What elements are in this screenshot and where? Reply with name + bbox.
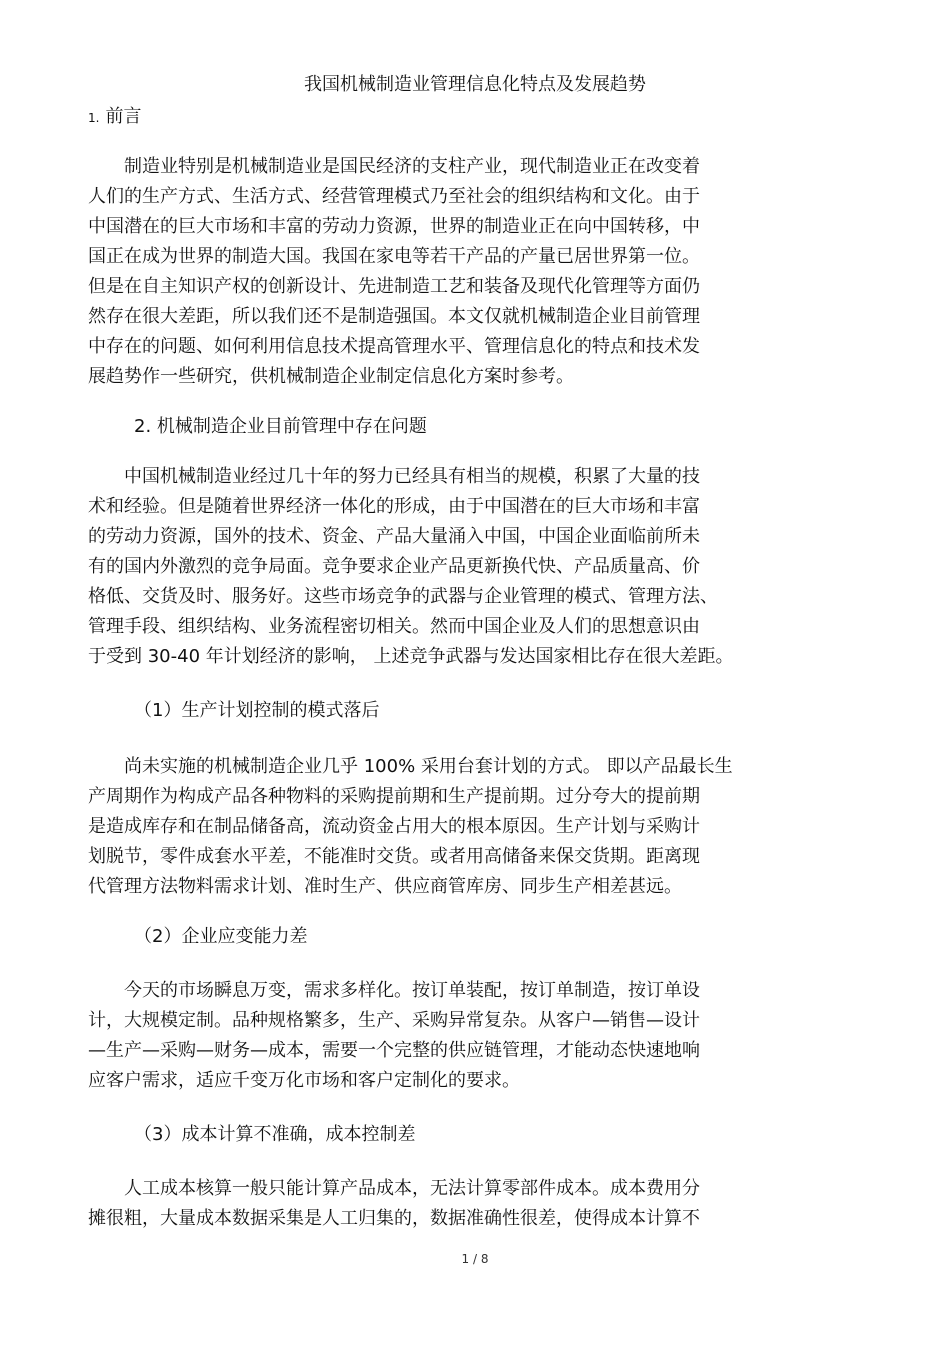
text-line: 但是在自主知识产权的创新设计、先进制造工艺和装备及现代化管理等方面仍 xyxy=(88,276,700,297)
text-line: 划脱节，零件成套水平差，不能准时交货。或者用高储备来保交货期。距离现 xyxy=(88,846,700,867)
section-heading-preface xyxy=(88,104,141,131)
text-line: 展趋势作一些研究，供机械制造企业制定信息化方案时参考。 xyxy=(88,366,574,387)
text-line: 人们的生产方式、生活方式、经营管理模式乃至社会的组织结构和文化。由于 xyxy=(88,186,700,207)
text-line: 中存在的问题、如何利用信息技术提高管理水平、管理信息化的特点和技术发 xyxy=(88,336,700,357)
text-line: 是造成库存和在制品储备高，流动资金占用大的根本原因。生产计划与采购计 xyxy=(88,816,700,837)
subsection-heading-2: （2）企业应变能力差 xyxy=(134,926,308,947)
text-line: 的劳动力资源，国外的技术、资金、产品大量涌入中国，中国企业面临前所未 xyxy=(88,526,700,547)
paragraph-planning xyxy=(88,752,816,902)
text-line: 摊很粗，大量成本数据采集是人工归集的，数据准确性很差，使得成本计算不 xyxy=(88,1208,700,1229)
text-line: 尚未实施的机械制造企业几乎 100% 采用台套计划的方式。 即以产品最长生 xyxy=(88,756,733,777)
text-line: 有的国内外激烈的竞争局面。竞争要求企业产品更新换代快、产品质量高、价 xyxy=(88,556,700,577)
text-line: 然存在很大差距，所以我们还不是制造强国。本文仅就机械制造企业目前管理 xyxy=(88,306,700,327)
document-title: 我国机械制造业管理信息化特点及发展趋势 xyxy=(304,74,646,95)
paragraph-adaptability xyxy=(88,976,816,1096)
text-line: 于受到 30-40 年计划经济的影响， 上述竞争武器与发达国家相比存在很大差距。 xyxy=(88,646,734,667)
text-line: 国正在成为世界的制造大国。我国在家电等若干产品的产量已居世界第一位。 xyxy=(88,246,700,267)
text-line: 计，大规模定制。品种规格繁多，生产、采购异常复杂。从客户—销售—设计 xyxy=(88,1010,700,1031)
paragraph-problems xyxy=(88,462,816,672)
section-heading-problems: 2. 机械制造企业目前管理中存在问题 xyxy=(134,416,427,437)
text-line: 制造业特别是机械制造业是国民经济的支柱产业，现代制造业正在改变着 xyxy=(88,156,700,177)
section-heading-text: 前言 xyxy=(105,106,142,127)
paragraph-preface xyxy=(88,152,816,392)
text-line: 术和经验。但是随着世界经济一体化的形成，由于中国潜在的巨大市场和丰富 xyxy=(88,496,700,517)
page-indicator: 1 / 8 xyxy=(461,1252,489,1266)
text-line: 代管理方法物料需求计划、准时生产、供应商管库房、同步生产相差甚远。 xyxy=(88,876,682,897)
text-line: 应客户需求，适应千变万化市场和客户定制化的要求。 xyxy=(88,1070,520,1091)
subsection-heading-1: （1）生产计划控制的模式落后 xyxy=(134,700,380,721)
text-line: 格低、交货及时、服务好。这些市场竞争的武器与企业管理的模式、管理方法、 xyxy=(88,586,718,607)
section-number: 1. xyxy=(88,111,100,125)
paragraph-cost xyxy=(88,1174,816,1234)
text-line: 人工成本核算一般只能计算产品成本，无法计算零部件成本。成本费用分 xyxy=(88,1178,700,1199)
text-line: 中国机械制造业经过几十年的努力已经具有相当的规模，积累了大量的技 xyxy=(88,466,700,487)
text-line: —生产—采购—财务—成本，需要一个完整的供应链管理，才能动态快速地响 xyxy=(88,1040,700,1061)
subsection-heading-3: （3）成本计算不准确，成本控制差 xyxy=(134,1124,416,1145)
text-line: 管理手段、组织结构、业务流程密切相关。然而中国企业及人们的思想意识由 xyxy=(88,616,700,637)
text-line: 今天的市场瞬息万变，需求多样化。按订单装配，按订单制造，按订单设 xyxy=(88,980,700,1001)
text-line: 中国潜在的巨大市场和丰富的劳动力资源，世界的制造业正在向中国转移，中 xyxy=(88,216,700,237)
text-line: 产周期作为构成产品各种物料的采购提前期和生产提前期。过分夸大的提前期 xyxy=(88,786,700,807)
